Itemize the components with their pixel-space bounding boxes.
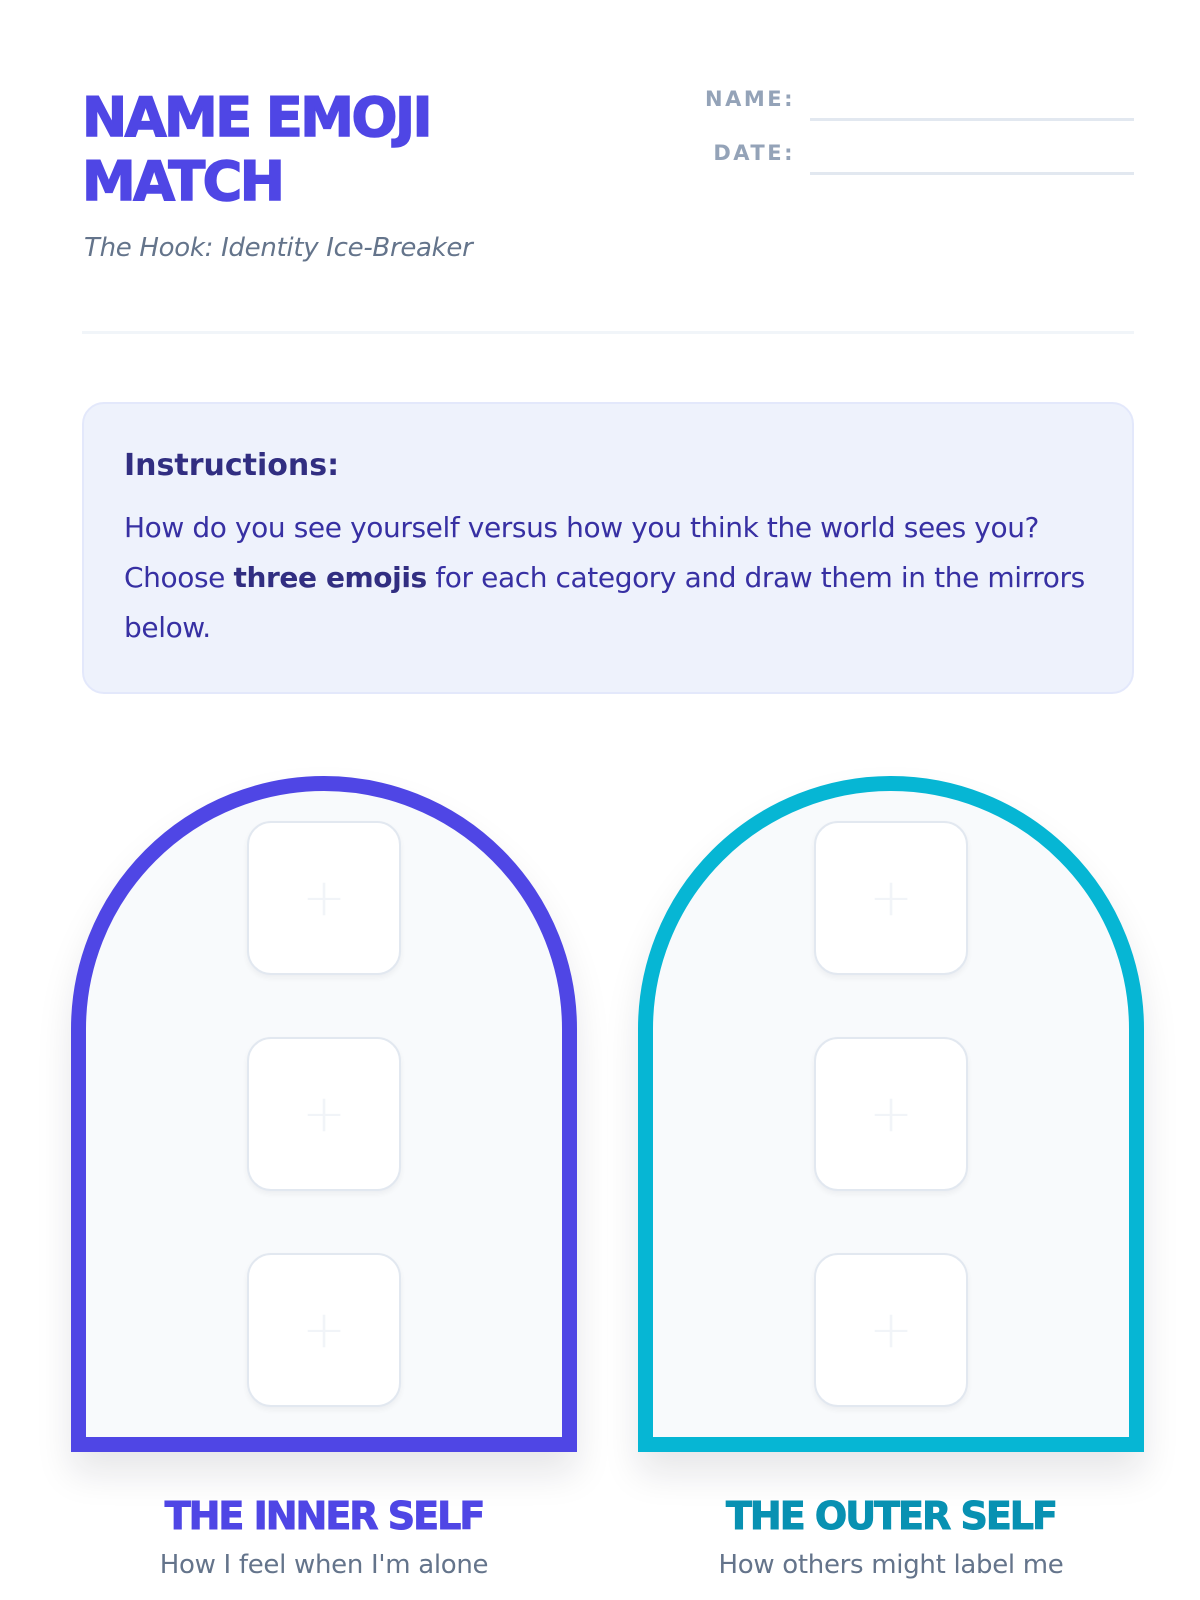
outer-self-subtitle: How others might label me xyxy=(718,1550,1064,1580)
name-field[interactable] xyxy=(810,118,1134,121)
header-divider xyxy=(82,331,1134,334)
name-label: NAME: xyxy=(705,87,795,111)
plus-icon: + xyxy=(869,1300,913,1360)
inner-self-subtitle: How I feel when I'm alone xyxy=(159,1550,489,1580)
inner-emoji-slot-1[interactable] xyxy=(247,821,401,975)
inner-self-title: THE INNER SELF xyxy=(164,1494,484,1538)
outer-emoji-slot-1[interactable] xyxy=(814,821,968,975)
inner-self-mirror xyxy=(71,776,577,1452)
inner-emoji-slot-3[interactable] xyxy=(247,1253,401,1407)
instructions-box xyxy=(82,402,1134,694)
inner-emoji-slot-2[interactable] xyxy=(247,1037,401,1191)
outer-emoji-slot-3[interactable] xyxy=(814,1253,968,1407)
page-title: NAME EMOJI MATCH xyxy=(82,86,431,213)
date-field[interactable] xyxy=(810,172,1134,175)
plus-icon: + xyxy=(302,1300,346,1360)
plus-icon: + xyxy=(302,868,346,928)
instructions-text-end: for each category and draw them in the mirrors below. xyxy=(124,561,1085,644)
outer-self-title: THE OUTER SELF xyxy=(726,1494,1056,1538)
page-subtitle: The Hook: Identity Ice-Breaker xyxy=(84,233,473,263)
instructions-heading: Instructions: xyxy=(124,448,340,483)
instructions-emphasis: three emojis xyxy=(233,561,427,594)
plus-icon: + xyxy=(869,1084,913,1144)
outer-self-mirror xyxy=(638,776,1144,1452)
instructions-text-start: How do you see yourself versus how you think the world sees you? Choose xyxy=(124,511,1039,594)
instructions-text xyxy=(124,503,1092,653)
outer-emoji-slot-2[interactable] xyxy=(814,1037,968,1191)
plus-icon: + xyxy=(869,868,913,928)
plus-icon: + xyxy=(302,1084,346,1144)
date-label: DATE: xyxy=(713,141,795,165)
